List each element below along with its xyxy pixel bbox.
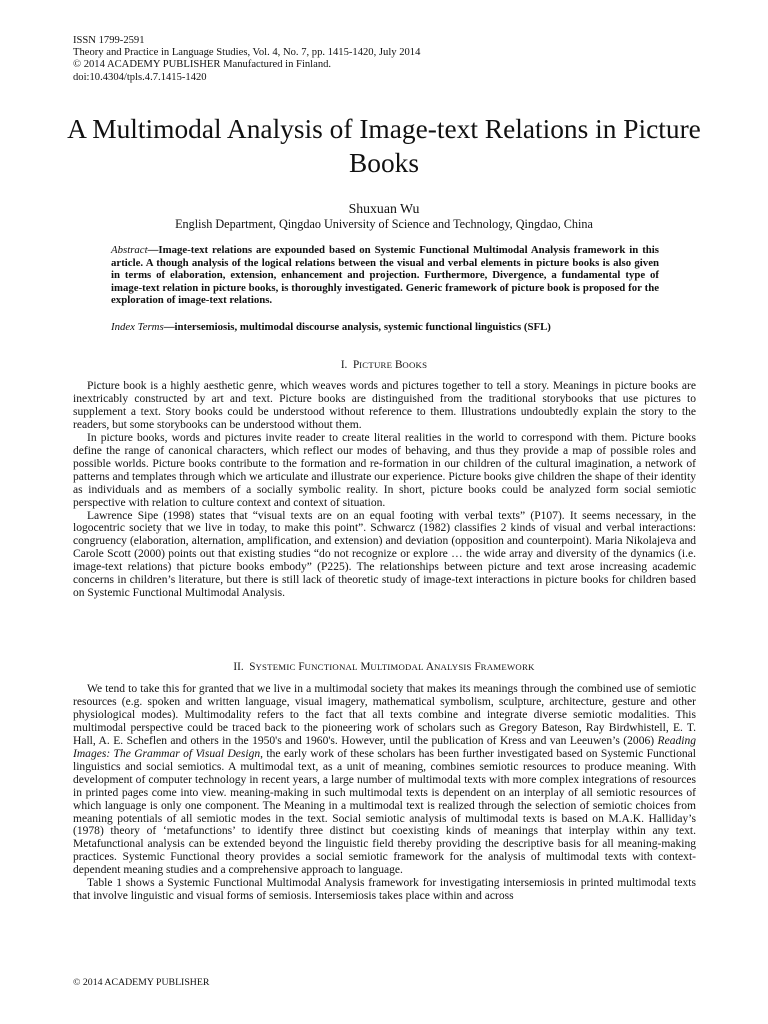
section-title: SYSTEMIC FUNCTIONAL MULTIMODAL ANALYSIS FRAMEWORK: [249, 661, 535, 673]
journal-citation-line: Theory and Practice in Language Studies, Vol. 4, No. 7, pp. 1415-1420, July 2014: [73, 47, 421, 59]
abstract-text: —Image-text relations are expounded based on Systemic Functional Multimodal Analysis framework in this article. A though analysis of the logical relations between the visual and verbal elements in picture books is also given in terms of elaboration, extension, enhancement and projection. Furthermore, Divergence, a fundamental type of image-text relation in picture books, is thoroughly investigated. Generic framework of picture book is proposed for the exploration of image-text relations.: [111, 244, 659, 307]
paragraph: Lawrence Sipe (1998) states that “visual texts are on an equal footing with verbal texts” (P107). It seems necessary, in the logocentric society that we live in today, to make this point”. Schwarcz (1982) classifies 2 kinds of visual and verbal interactions: congruency (elaboration, alternation, amplification, and extension) and deviation (opposition and counterpoint). Maria Nikolajeva and Carole Scott (2000) points out that existing studies “do not recognize or explore … the wide array and diversity of the dynamics (i.e. image-text relations) that picture books embody” (P225). The relationships between picture and text arose increasing academic concerns in children’s literature, but there is still lack of theoretic study of image-text interactions in picture books for children based on Systemic Functional Multimodal Analysis.: [73, 509, 696, 600]
abstract-label: Abstract: [111, 244, 148, 256]
issn-line: ISSN 1799-2591: [73, 35, 145, 46]
index-terms-text: —intersemiosis, multimodal discourse analysis, systemic functional linguistics (SFL): [163, 321, 551, 333]
section-heading-1: [0, 359, 768, 372]
page-footer: © 2014 ACADEMY PUBLISHER: [73, 977, 210, 988]
copyright-line: © 2014 ACADEMY PUBLISHER Manufactured in Finland.: [73, 59, 332, 71]
section-title: PICTURE BOOKS: [352, 359, 428, 371]
paragraph: In picture books, words and pictures invite reader to create literal realities in the world to correspond with them. Picture books define the range of canonical characters, which reflect our modes of behaving, and thus they provide a map of possible roles and possible worlds. Picture books contribute to the formation and re-formation in our children of the cultural imagination, a network of patterns and templates through which we articulate and illustrate our experience. Picture books give children the shape of their identity as individuals and as members of a socially symbolic reality. In short, picture books could be analyzed form social semiotic perspective with relation to culture context and context of situation.: [73, 431, 696, 509]
paragraph: Picture book is a highly aesthetic genre, which weaves words and pictures together to tell a story. Meanings in picture books are inextricably constructed by art and text. Picture books are distinguished from the traditional storybooks that use pictures to supplement a text. Story books could be understood without reference to them. Illustrations undoubtedly explain the story to the readers, but some storybooks can be understood without them.: [73, 380, 696, 431]
journal-masthead: [73, 35, 420, 84]
index-terms: [111, 321, 659, 334]
paper-title: A Multimodal Analysis of Image-text Relations in Picture Books: [67, 114, 701, 178]
author-name: Shuxuan Wu: [348, 201, 420, 216]
doi-line: doi:10.4304/tpls.4.7.1415-1420: [73, 71, 207, 83]
section-1-body: [73, 380, 696, 600]
author-affiliation: English Department, Qingdao University of Science and Technology, Qingdao, China: [175, 217, 593, 231]
paragraph: We tend to take this for granted that we live in a multimodal society that makes its meanings through the combined use of semiotic resources (e.g. spoken and written language, visual imagery, mathematical symbolism, sculpture, architecture, gesture and other physiological modes). Multimodality refers to the fact that all texts combine and integrate diverse semiotic modalities. This multimodal perspective could be traced back to the pioneering work of scholars such as Gregory Bateson, Ray Birdwhistell, E. T. Hall, A. E. Scheflen and others in the 1950's and 1960's. However, until the publication of Kress and van Leeuwen’s (2006) Reading Images: The Grammar of Visual Design, the early work of these scholars has been further investigated based on Systemic Functional linguistics and social semiotics. A multimodal text, as a unit of meaning, combines semiotic resources to produce meaning. With development of computer technology in recent years, a large number of multimodal texts with more complex integrations of resources in printed pages come into view. meaning-making in such multimodal texts is dependent on an interplay of all semiotic resources of which language is only one component. The Meaning in a multimodal text is realized through the selection of semiotic choices from meaning potentials of all semiotic modes in the text. Social semiotic analysis of multimodal texts is based on M.A.K. Halliday’s (1978) theory of ‘metafunctions’ to identify three distinct but coexisting kinds of meanings that interplay within any text. Metafunctional analysis can be extended beyond the linguistic field thereby providing the descriptive basis for all meaning-making practices. Systemic Functional theory provides a social semiotic framework for the analysis of multimodal texts with context-dependent meaning studies and a comprehensive approach to language.: [73, 683, 696, 877]
index-terms-label: Index Terms: [111, 321, 164, 333]
paragraph: Table 1 shows a Systemic Functional Multimodal Analysis framework for investigating intersemiosis in printed multimodal texts that involve linguistic and visual forms of semiosis. Intersemiosis takes place within and across: [73, 877, 696, 903]
section-heading-2: [0, 661, 768, 674]
abstract: [111, 244, 659, 307]
section-number: II.: [233, 661, 244, 673]
section-number: I.: [340, 359, 348, 371]
section-2-body: [73, 683, 696, 903]
